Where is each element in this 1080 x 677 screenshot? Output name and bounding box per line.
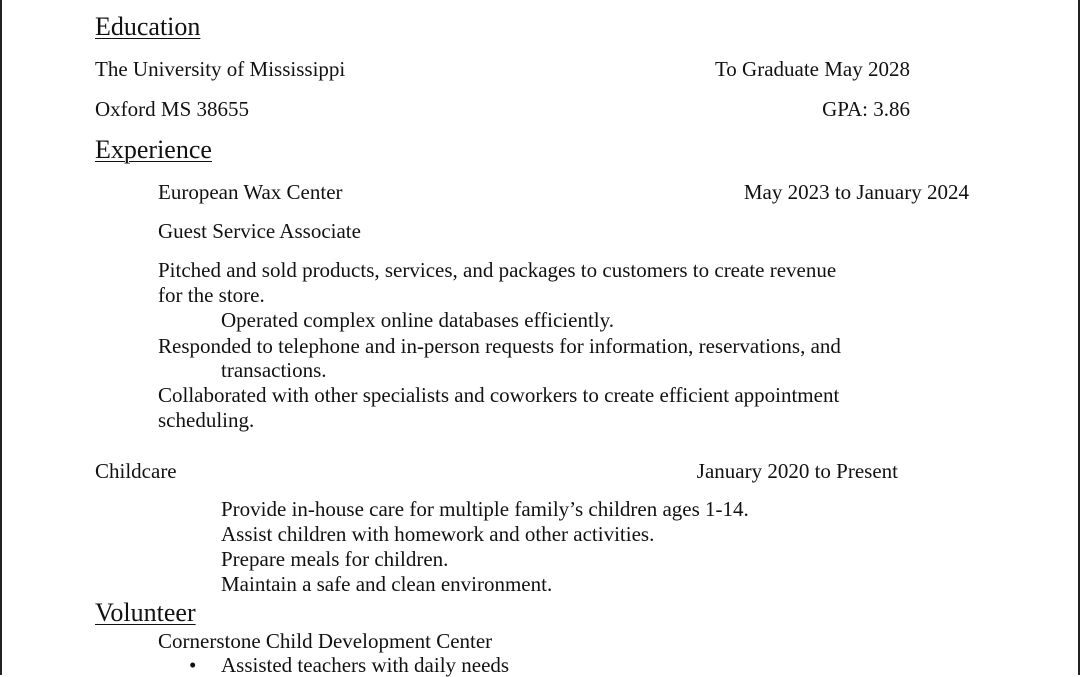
employer-name: European Wax Center (158, 180, 343, 204)
employment-dates: January 2020 to Present (696, 459, 898, 483)
duty-line: Assist children with homework and other activities. (221, 522, 655, 546)
job-title: Guest Service Associate (158, 219, 361, 243)
duty-line: Prepare meals for children. (221, 547, 449, 571)
volunteer-organization: Cornerstone Child Development Center (158, 629, 493, 653)
duty-line: Provide in-house care for multiple family’s children ages 1-14. (221, 497, 749, 521)
gpa: GPA: 3.86 (822, 97, 910, 121)
employment-dates: May 2023 to January 2024 (743, 180, 969, 204)
bullet-icon: • (189, 653, 197, 677)
duty-line: for the store. (158, 283, 265, 307)
duty-line: Pitched and sold products, services, and packages to customers to create revenue (158, 258, 837, 282)
education-heading: Education (95, 12, 201, 41)
volunteer-heading: Volunteer (95, 598, 196, 627)
employer-name: Childcare (95, 459, 177, 483)
left-page-edge (0, 0, 2, 675)
volunteer-item: Assisted teachers with daily needs (221, 653, 510, 677)
duty-line: Collaborated with other specialists and coworkers to create efficient appointment (158, 383, 840, 407)
duty-line: Operated complex online databases efficiently. (221, 308, 615, 332)
duty-line: transactions. (221, 358, 327, 382)
duty-line: scheduling. (158, 408, 255, 432)
graduation-date: To Graduate May 2028 (714, 57, 910, 81)
duty-line: Responded to telephone and in-person requests for information, reservations, and (158, 334, 841, 358)
school-name: The University of Mississippi (95, 57, 346, 81)
duty-line: Maintain a safe and clean environment. (221, 572, 553, 596)
experience-heading: Experience (95, 135, 212, 164)
school-location: Oxford MS 38655 (95, 97, 250, 121)
